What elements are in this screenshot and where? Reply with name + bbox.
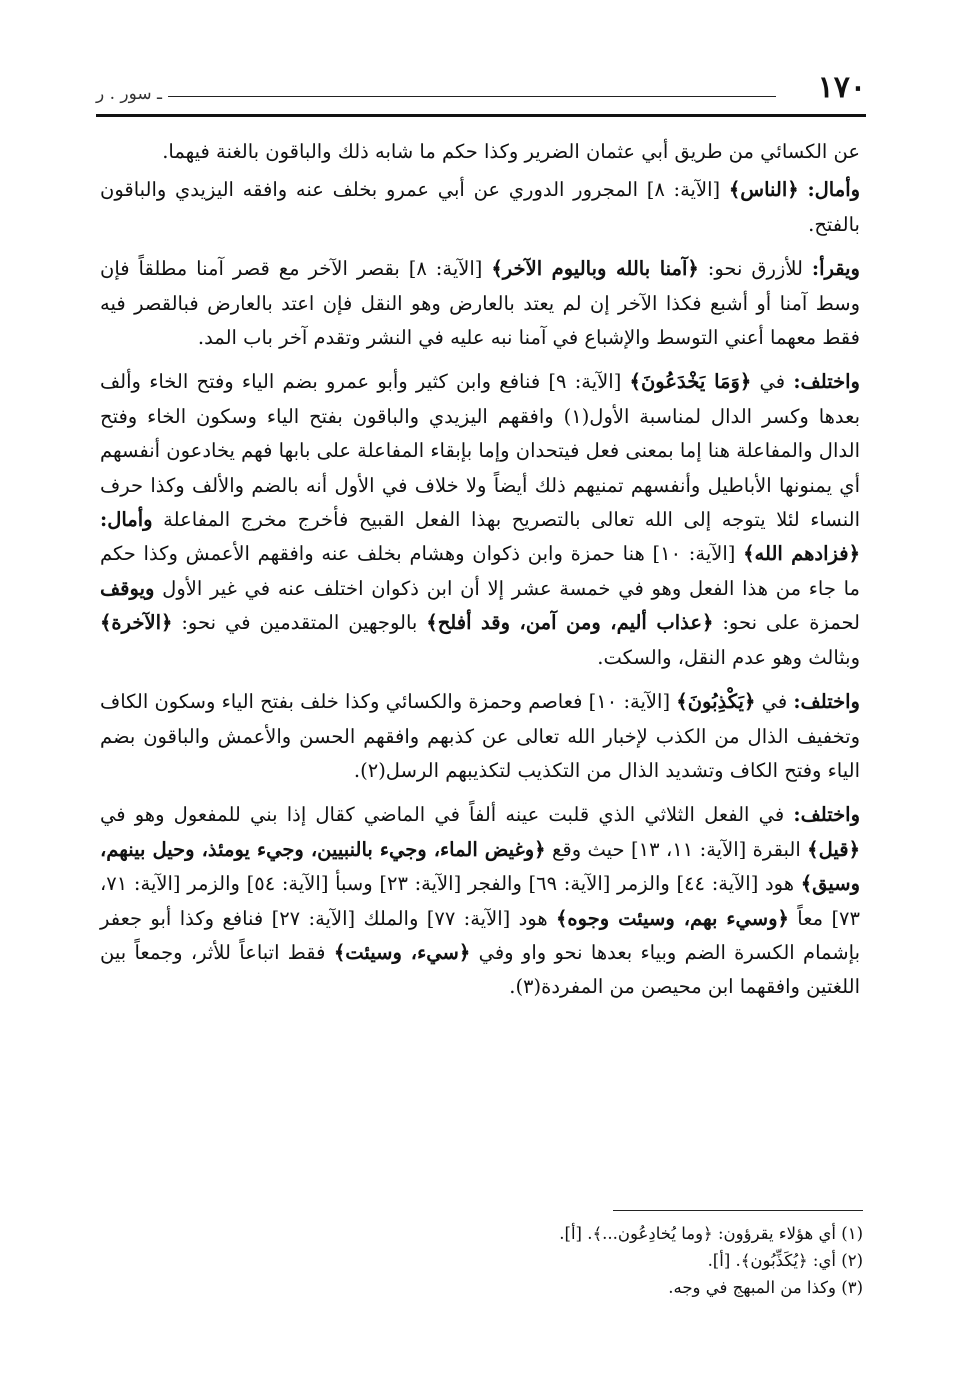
body-text-segment: في [755,690,794,714]
body-text-segment: . [353,758,361,782]
body-text-segment: [الآية: ١٠] فعاصم وحمزة والكسائي وكذا خلف بفتح الياء وسكون الكاف وتخفيف الذال من الكذب لإخبار الله تعالى عن كذبهم وافقهم الحسن والأعمش والباقون بضم الياء وفتح الكاف وتشديد الذال من التكذيب لتكذيبهم الرسل [100,690,860,782]
body-text-segment: عن الكسائي من طريق أبي عثمان الضرير وكذا حكم ما شابه ذلك والباقون بالغنة فيهما. [162,140,860,163]
header-rule-thick [96,114,866,117]
keyword-text: وأمال: [100,508,153,532]
body-text-segment: [الآية: ٨] بقصر الآخر مع قصر آمنا مطلقاً فإن وسط آمنا أو أشبع فكذا الآخر إن لم يعتد بالعارض وهو النقل فإن اعتد بالعارض فبالقصر فيه فقط معهما أعني التوسط والإشباع في آمنا نبه عليه في النشر وتقدم آخر باب المد. [100,257,860,350]
paragraph-1 [100,135,860,169]
keyword-text: ﴿وَمَا يَخْدَعُونَ﴾ [629,370,752,394]
keyword-text: ﴿وغيض الماء، وجيء بالنبيين، وجيء يومئذ، وحيل بينهم، وسيق﴾ [100,837,861,896]
body-text-segment: للأزرق نحو: [698,257,812,281]
body-text-segment: (١) [563,404,590,428]
body-text-segment: . [509,975,516,999]
keyword-text: ﴿وسيء بهم، وسيئت وجوه﴾ [555,906,789,930]
keyword-text: ﴿سيء، وسيئت﴾ [333,940,471,964]
keyword-text: ويوقف [100,576,155,600]
page-header [96,62,866,120]
paragraph-6 [100,798,860,1004]
body-text-segment: لحمزة على نحو: [713,611,860,635]
keyword-text: ويقرأ: [811,257,860,281]
body-text-segment: في الفعل الثلاثي الذي قلبت عينه ألفاً في الماضي كقال إذا بني للمفعول وهو في [100,803,794,827]
paragraph-2 [100,173,860,242]
running-title: ـ سور . ر [96,84,163,104]
keyword-text: ﴿الناس﴾ [728,178,799,202]
paragraph-5 [100,685,860,788]
header-rule-thin [168,96,776,97]
body-text-segment: [الآية: ٨] المجرور الدوري عن أبي عمرو بخلف عنه وافقه اليزيدي والباقون بالفتح. [100,178,860,236]
keyword-text: ﴿الآخرة﴾ [100,611,173,635]
footnote-3: (٣) وكذا من المبهج في وجه. [668,1278,863,1297]
body-text-segment: وافقهم اليزيدي والباقون بفتح الياء وسكون الخاء وفتح الدال والمفاعلة هنا إما بمعنى فعل فيتحدان وإما بإبقاء المفاعلة على بابها فهم يخادعون أنفسهم أي يمنونها الأباطيل وأنفسهم تمنيهم ذلك أيضاً ولا خلاف في الأول أنه بالضم والألف وكذا حرف النساء لئلا يتوجه إلى الله تعالى بالتصريح بهذا الفعل القبيح فأخرج مخرج المفاعلة [100,404,860,532]
body-text-segment: هود [الآية: ٧٧] والملك [الآية: ٢٧] فنافع وكذا أبو جعفر بإشمام الكسرة الضم وبياء بعدها نحو واو وفي [100,906,860,964]
keyword-text: ﴿آمنا بالله وباليوم الآخر﴾ [491,257,699,281]
body-text-segment: البقرة [الآية: ١١، ١٣] حيث وقع [545,837,808,861]
body-text-segment: (٣) [515,975,542,999]
footnote-2: (٢) أي: ﴿يُكَذِّبُون﴾. [أ]. [707,1251,863,1270]
keyword-text: ﴿فزادهم الله﴾ [743,542,861,566]
keyword-text: ﴿يَكْذِبُونَ﴾ [676,690,756,714]
keyword-text: ﴿عذاب أليم، ومن آمن، وقد أفلح﴾ [426,611,714,635]
footnote-1: (١) أي هؤلاء يقرؤون: ﴿وما يُخادِعُون...﴾. [أ]. [559,1224,863,1243]
body-text-segment: فقط اتباعاً للأثر، وجمعاً بين اللغتين وافقهما ابن محيصن من المفردة [100,940,860,999]
body-text-segment: [الآية: ٩] فنافع وابن كثير وأبو عمرو بضم الياء وفتح الخاء وألف بعدها وكسر الدال لمناسبة الأول [100,370,860,428]
paragraph-3 [100,252,860,355]
body-text-segment: (٢) [360,758,386,782]
body-text-segment: هود [الآية: ٤٤] والزمر [الآية: ٦٩] والفجر [الآية: ٢٣] وسبأ [الآية: ٥٤] والزمر [الآية: ٧١، ٧٣] معاً [100,872,860,930]
page-number: ١٧٠ [817,70,866,105]
body-text-segment: [الآية: ١٠] هنا حمزة وابن ذكوان وهشام بخلف عنه وافقهم الأعمش وكذا حكم ما جاء من هذا الفعل وهو في خمسة عشر إلا أن ابن ذكوان اختلف عنه في غير الأول [100,542,860,600]
body-text-segment: في [751,370,794,394]
body-text-segment: بالوجهين المتقدمين في نحو: [172,611,427,635]
main-text-block [100,135,860,1015]
footnotes-separator [613,1210,863,1211]
footnotes-block [103,1220,863,1301]
body-text-segment: وبثالث وهو عدم النقل، والسكت. [597,645,860,669]
keyword-text: واختلف: [793,803,860,827]
keyword-text: واختلف: [793,690,860,714]
paragraph-4 [100,365,860,675]
keyword-text: وأمال: [807,178,861,202]
keyword-text: ﴿قيل﴾ [807,837,860,861]
keyword-text: واختلف: [793,370,860,394]
